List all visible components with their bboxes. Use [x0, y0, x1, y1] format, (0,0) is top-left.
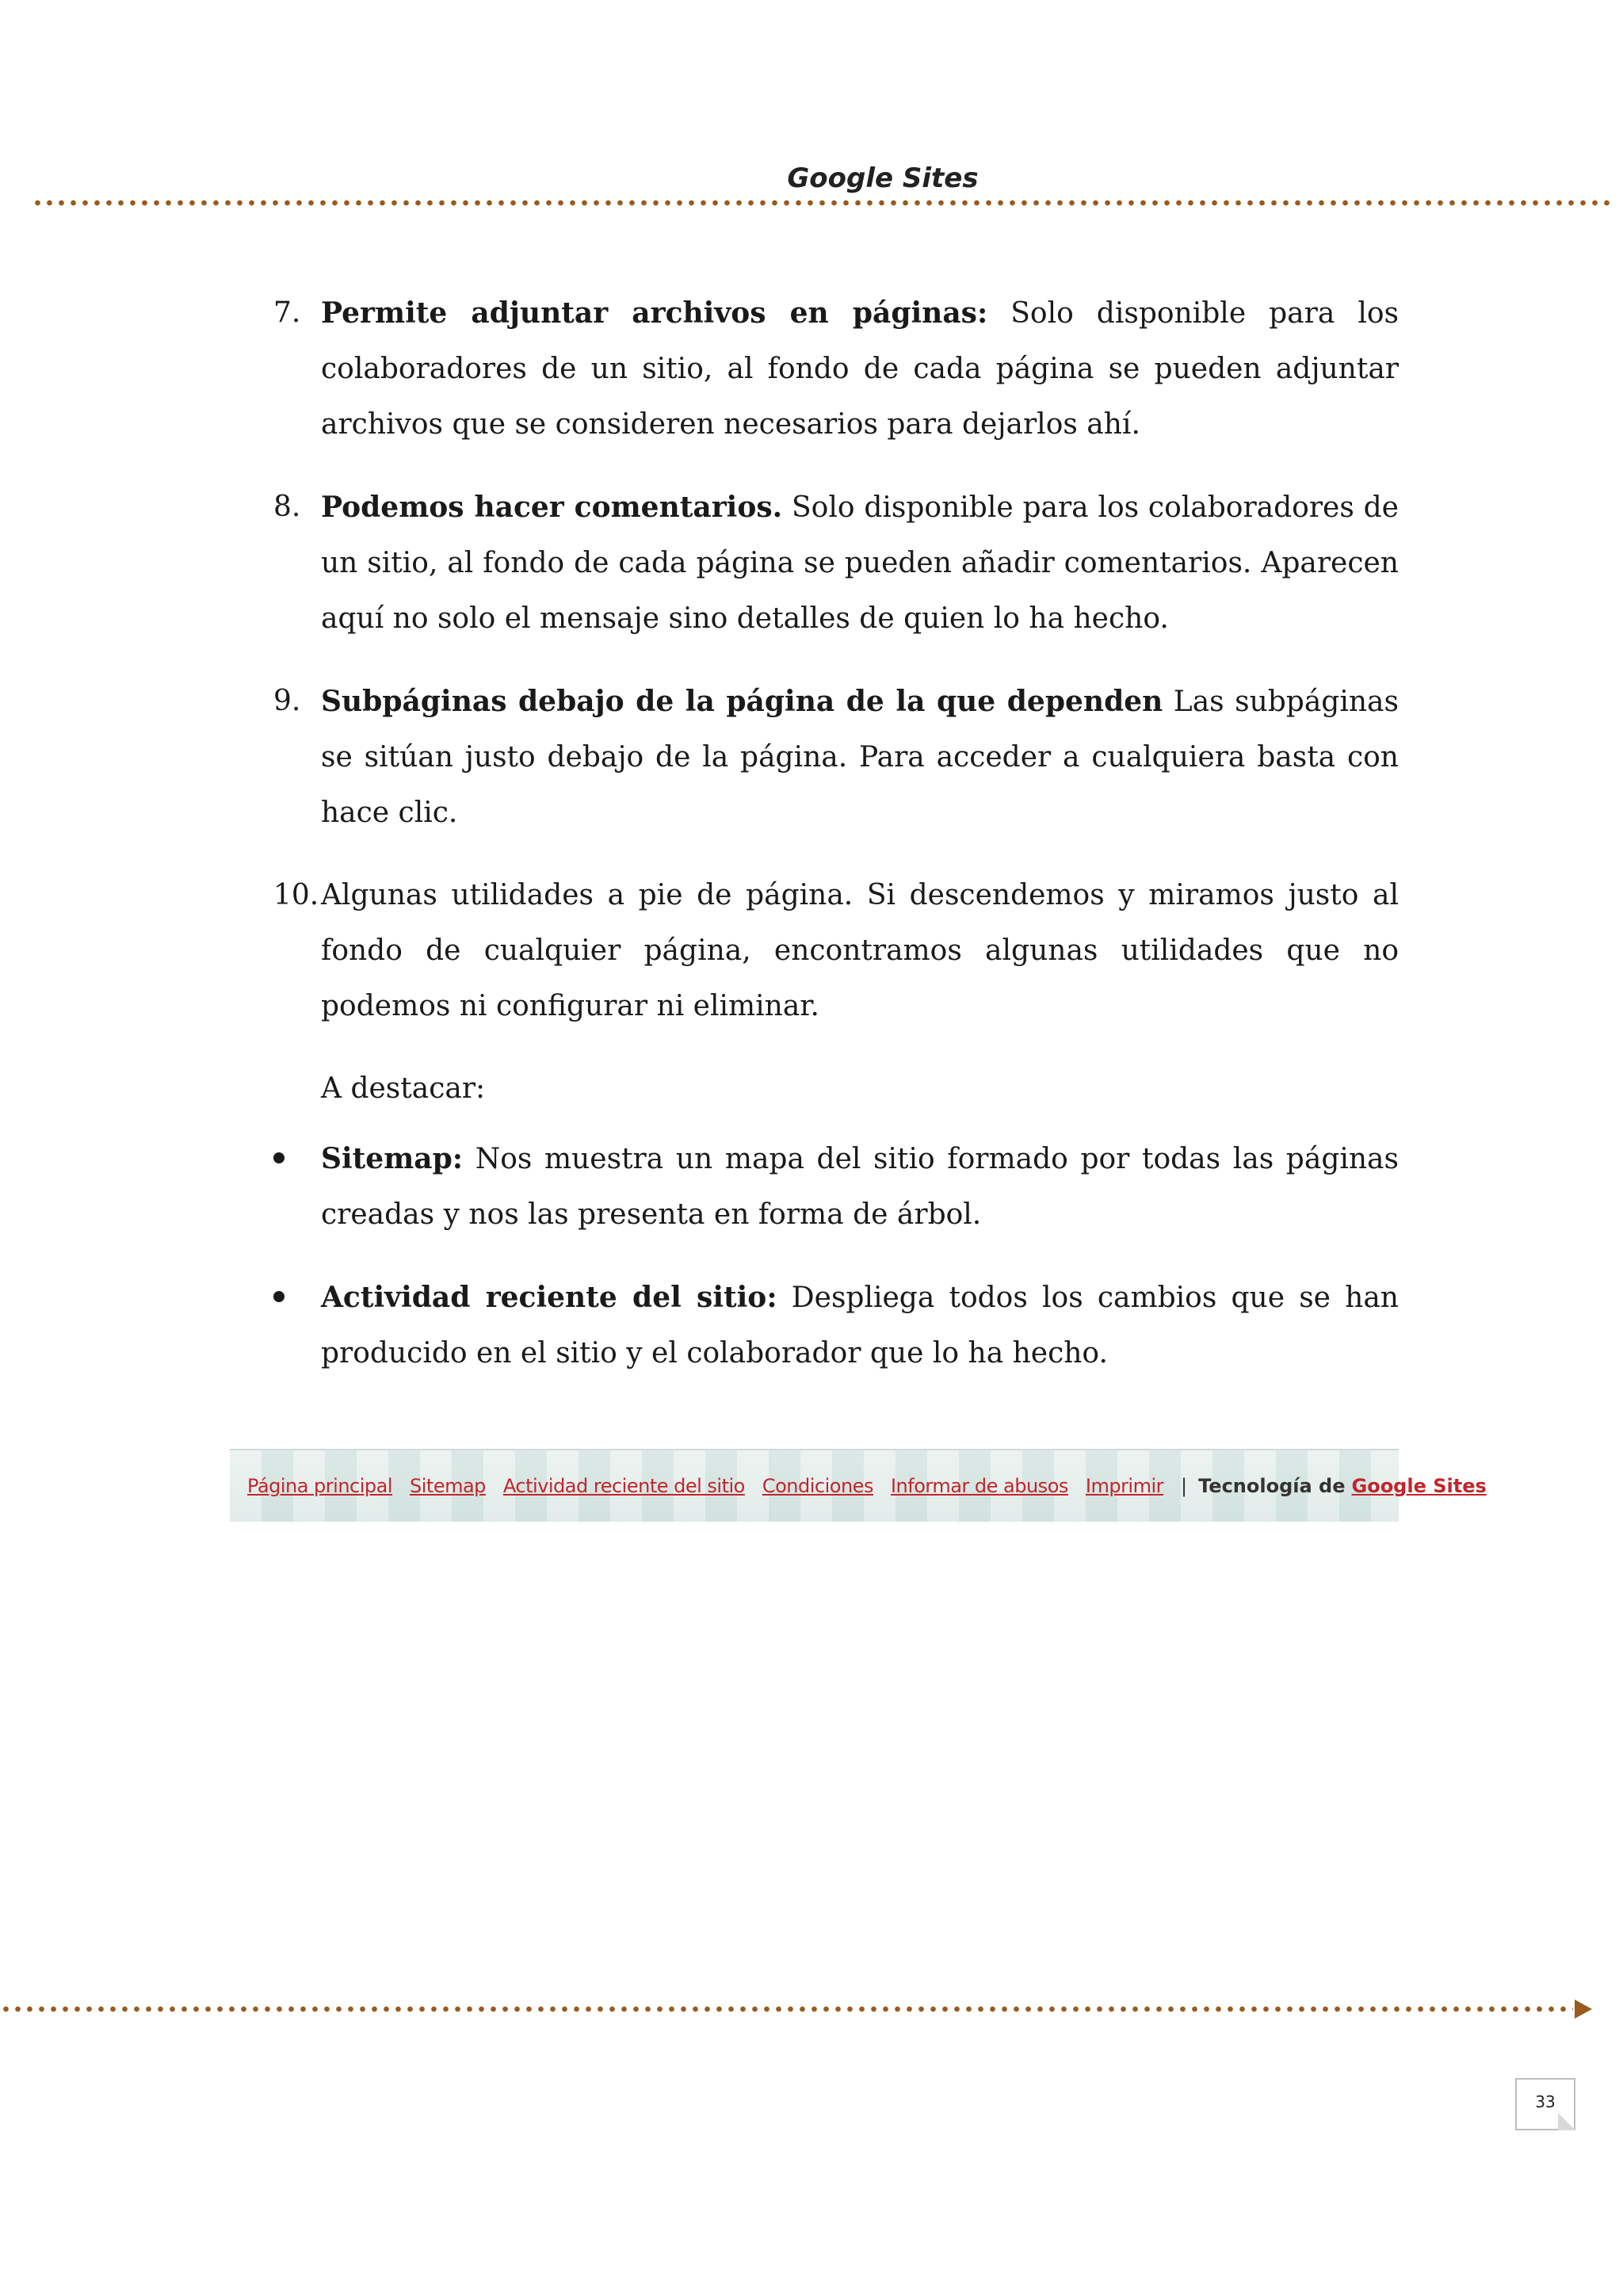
footer-link-home[interactable]: Página principal	[247, 1475, 393, 1497]
item-heading: Permite adjuntar archivos en páginas:	[321, 296, 988, 330]
item-text: Algunas utilidades a pie de página. Si descendemos y miramos justo al fondo de cualquier página, encontramos algunas utilidades que no podemos ni configurar ni eliminar.	[321, 879, 1399, 1022]
bullet-heading: Actividad reciente del sitio:	[321, 1281, 777, 1314]
running-header: Google Sites	[787, 162, 979, 194]
highlight-label: A destacar:	[321, 1072, 486, 1105]
header-dotted-rule	[32, 200, 1613, 206]
list-item	[273, 868, 1399, 1034]
bullet-item	[273, 1131, 1399, 1243]
item-heading: Subpáginas debajo de la página de la que dependen	[321, 685, 1163, 718]
bullet-text: Nos muestra un mapa del sitio formado por todas las páginas creadas y nos las presenta en forma de árbol.	[321, 1143, 1399, 1231]
page-number: 33	[1535, 2092, 1556, 2111]
item-text: Solo disponible para los colaboradores de un sitio, al fondo de cada página se pueden adjuntar archivos que se consideren necesarios para dejarlos ahí.	[321, 297, 1399, 441]
google-sites-footer-screenshot	[230, 1449, 1487, 1522]
content-body	[273, 285, 1399, 1408]
footer-dotted-rule	[0, 2006, 1573, 2012]
bullet-item	[273, 1270, 1399, 1381]
item-number: 7.	[273, 296, 301, 329]
bullet-heading: Sitemap:	[321, 1142, 464, 1175]
footer-separator: |	[1181, 1475, 1188, 1497]
list-item	[273, 479, 1399, 647]
footer-link-google-sites[interactable]: Google Sites	[1351, 1475, 1487, 1497]
item-number: 9.	[273, 685, 301, 717]
item-text: Solo disponible para los colaboradores de un sitio, al fondo de cada página se pueden añadir comentarios. Aparecen aquí no solo el mensaje sino detalles de quien lo ha hecho.	[321, 491, 1399, 635]
footer-tech-label: Tecnología de	[1198, 1475, 1346, 1497]
item-heading: Podemos hacer comentarios.	[321, 491, 783, 524]
bullet-icon	[273, 1152, 285, 1163]
arrow-right-icon	[1575, 2000, 1592, 2019]
item-number: 10.	[273, 879, 319, 911]
item-number: 8.	[273, 491, 301, 523]
footer-link-recent-activity[interactable]: Actividad reciente del sitio	[502, 1475, 745, 1497]
bullet-text: Despliega todos los cambios que se han producido en el sitio y el colaborador que lo ha hecho.	[321, 1282, 1399, 1370]
bullet-icon	[273, 1291, 285, 1302]
list-item	[273, 285, 1399, 453]
item-text: Las subpáginas se sitúan justo debajo de la página. Para acceder a cualquiera basta con hace clic.	[321, 686, 1399, 829]
list-item	[273, 674, 1399, 841]
footer-link-terms[interactable]: Condiciones	[762, 1475, 873, 1497]
footer-link-print[interactable]: Imprimir	[1085, 1475, 1164, 1497]
footer-link-sitemap[interactable]: Sitemap	[410, 1475, 486, 1497]
page-number-badge	[1515, 2078, 1575, 2130]
footer-link-report-abuse[interactable]: Informar de abusos	[890, 1475, 1068, 1497]
page-curl-icon	[1558, 2113, 1575, 2130]
